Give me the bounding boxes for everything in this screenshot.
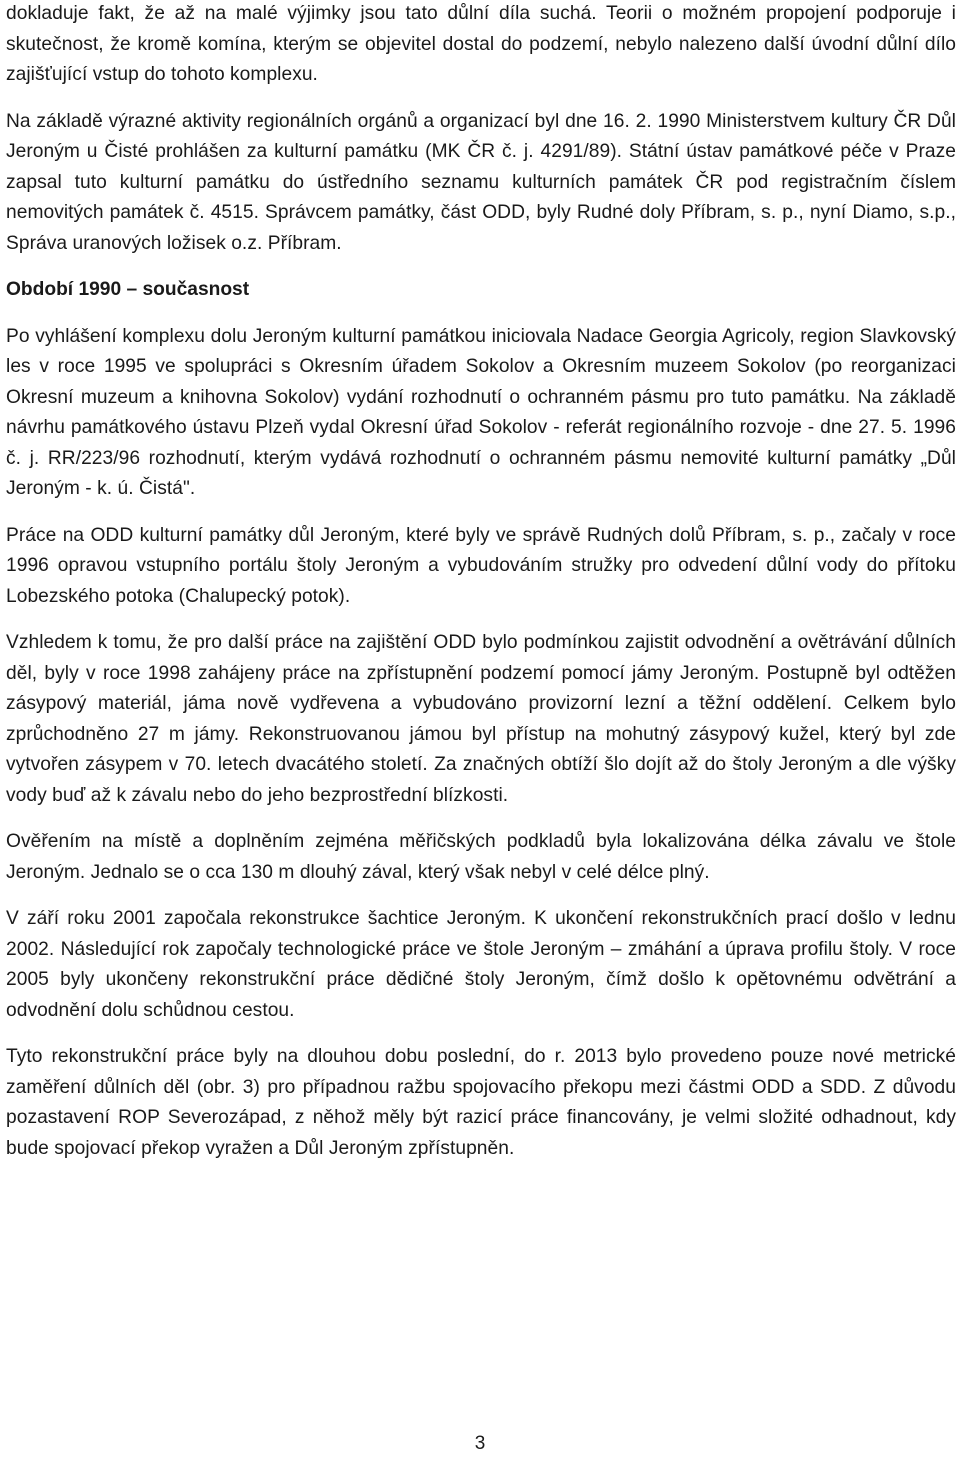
document-page (6, 0, 956, 1164)
paragraph-heritage-declaration: Na základě výrazné aktivity regionálních orgánů a organizací byl dne 16. 2. 1990 Ministerstvem kultury ČR Důl Jeroným u Čisté prohlášen za kulturní památku (MK ČR č. j. 4291/89). Státní ústav památkové péče v Praze zapsal tuto kulturní památku do ústředního seznamu kulturních památek ČR pod registračním číslem nemovitých památek č. 4515. Správcem památky, část ODD, byly Rudné doly Příbram, s. p., nyní Diamo, s.p., Správa uranových ložisek o.z. Příbram. (6, 110, 956, 254)
paragraph-protection-zone: Po vyhlášení komplexu dolu Jeroným kulturní památkou iniciovala Nadace Georgia Agricoly, region Slavkovský les v roce 1995 ve spolupráci s Okresním úřadem Sokolov a Okresním muzeem Sokolov (po reorganizaci Okresní muzeum a knihovna Sokolov) vydání rozhodnutí o ochranném pásmu pro tuto památku. Na základě návrhu památkového ústavu Plzeň vydal Okresní úřad Sokolov - referát regionálního rozvoje - dne 27. 5. 1996 č. j. RR/223/96 rozhodnutí, kterým vydává rozhodnutí o ochranném pásmu nemovité kulturní památky „Důl Jeroným - k. ú. Čistá". (6, 325, 956, 499)
page-number: 3 (474, 1433, 486, 1454)
paragraph-reconstruction-2001: V září roku 2001 započala rekonstrukce šachtice Jeroným. K ukončení rekonstrukčních prací došlo v lednu 2002. Následující rok započaly technologické práce ve štole Jeroným – zmáhání a úprava profilu štoly. V roce 2005 byly ukončeny rekonstrukční práce dědičné štoly Jeroným, čímž došlo k opětovnému odvětrání a odvodnění dolu schůdnou cestou. (6, 908, 956, 1021)
paragraph-shaft-access: Vzhledem k tomu, že pro další práce na zajištění ODD bylo podmínkou zajistit odvodnění a ovětrávání důlních děl, byly v roce 1998 zahájeny práce na zpřístupnění podzemí pomocí jámy Jeroným. Postupně byl odtěžen zásypový materiál, jáma nově vydřevena a vybudováno provizorní lezní a těžní oddělení. Celkem bylo zprůchodněno 27 m jámy. Rekonstruovanou jámou byl přístup na mohutný zásypový kužel, který byl zde vytvořen zásypem v 70. letech dvacátého století. Za značných obtíží šlo dojít až do štoly Jeroným a dle výšky vody buď až k závalu nebo do jeho bezprostřední blízkosti. (6, 632, 956, 806)
paragraph-intro: dokladuje fakt, že až na malé výjimky jsou tato důlní díla suchá. Teorii o možném propojení podporuje i skutečnost, že kromě komína, kterým se objevitel dostal do podzemí, nebylo nalezeno další úvodní důlní dílo zajišťující vstup do tohoto komplexu. (6, 3, 956, 85)
section-heading: Období 1990 – současnost (6, 279, 250, 300)
paragraph-collapse-survey: Ověřením na místě a doplněním zejména měřičských podkladů byla lokalizována délka závalu ve štole Jeroným. Jednalo se o cca 130 m dlouhý zával, který však nebyl v celé délce plný. (6, 831, 956, 883)
paragraph-portal-repair: Práce na ODD kulturní památky důl Jeroným, které byly ve správě Rudných dolů Příbram, s. p., začaly v roce 1996 opravou vstupního portálu štoly Jeroným a vybudováním stružky pro odvedení důlní vody do přítoku Lobezského potoka (Chalupecký potok). (6, 524, 956, 607)
paragraph-future-works: Tyto rekonstrukční práce byly na dlouhou dobu poslední, do r. 2013 bylo provedeno pouze nové metrické zaměření důlních děl (obr. 3) pro případnou ražbu spojovacího překopu mezi částmi ODD a SDD. Z důvodu pozastavení ROP Severozápad, z něhož měly být razicí práce financovány, je velmi složité odhadnout, kdy bude spojovací překop vyražen a Důl Jeroným zpřístupněn. (6, 1046, 956, 1159)
